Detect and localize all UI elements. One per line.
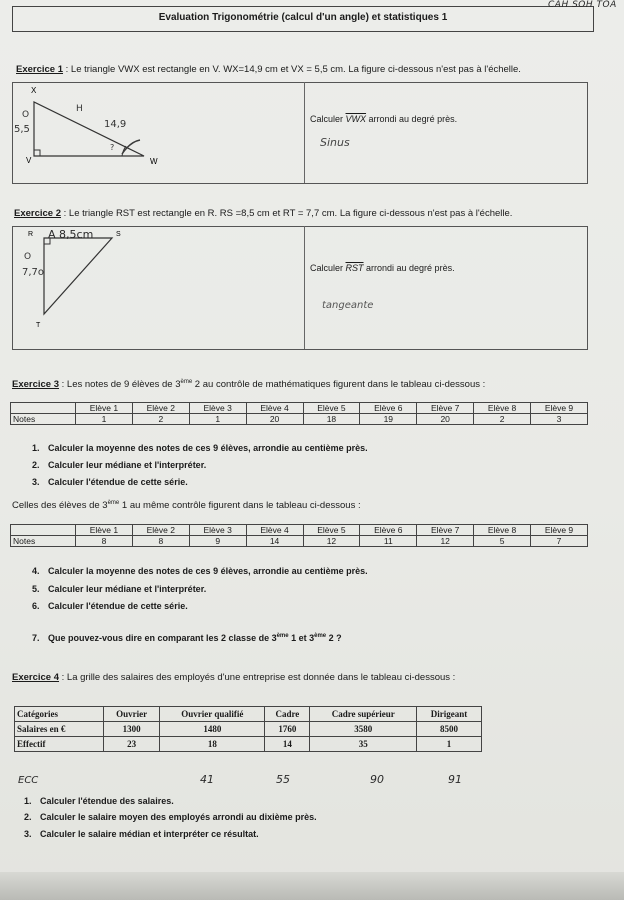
- ex1-divider: [304, 82, 305, 183]
- ex3-intro2-post: 1 au même contrôle figurent dans le tableau ci-dessous :: [119, 500, 361, 512]
- ex3-q7-sup2: ème: [314, 633, 327, 639]
- ex3-t2-h7: Elève 7: [417, 525, 474, 536]
- ex3-q1-text: Calculer la moyenne des notes de ces 9 élèves, arrondie au centième près.: [48, 443, 368, 453]
- ex4-hand-0: ECC: [18, 775, 39, 786]
- ex3-q4: [32, 566, 368, 576]
- ex2-triangle-figure: [14, 226, 174, 344]
- ex3-q1-num: 1.: [32, 443, 40, 453]
- ex1-task-post: arrondi au degré près.: [366, 114, 458, 124]
- ex3-t1-h1: Elève 1: [76, 403, 133, 414]
- ex4-salaires-row: [15, 722, 482, 737]
- ex1-note-side: 5,5: [14, 124, 30, 135]
- ex1-label-w: W: [150, 157, 158, 166]
- ex1-task-angle: $\overline{VWX}$: [345, 114, 367, 124]
- ex4-q2: [24, 812, 317, 822]
- ex3-table2-header-row: [11, 525, 588, 536]
- ex4-label: Exercice 4: [12, 672, 60, 683]
- ex1-task-pre: Calculer: [310, 114, 346, 124]
- ex3-q7-mid: 1 et 3: [288, 633, 315, 643]
- ex3-t2-h1: Elève 1: [76, 525, 133, 536]
- ex1-label-x: X: [31, 86, 37, 95]
- ex3-t2-n8: 5: [474, 536, 531, 547]
- ex1-note-o: O: [22, 110, 30, 120]
- ex3-t1-h8: Elève 8: [474, 403, 531, 414]
- ex1-text: : Le triangle VWX est rectangle en V. WX=14,9 cm et VX = 5,5 cm. La figure ci-dessous n'est pas à l'échelle.: [63, 64, 521, 75]
- ex4-salaire-4: 3580: [310, 722, 417, 737]
- ex3-table-class2: [10, 402, 588, 425]
- ex3-t2-h9: Elève 9: [531, 525, 588, 536]
- ex2-text: : Le triangle RST est rectangle en R. RS =8,5 cm et RT = 7,7 cm. La figure ci-dessous n'est pas à l'échelle.: [61, 208, 513, 219]
- ex3-t2-n1: 8: [76, 536, 133, 547]
- margin-note: CAH SOH TOA: [548, 0, 617, 10]
- ex3-t1-n2: 2: [132, 414, 189, 425]
- ex3-label: Exercice 3: [12, 379, 60, 391]
- ex3-q4-num: 4.: [32, 566, 40, 576]
- ex4-q3-num: 3.: [24, 829, 32, 839]
- ex4-salary-table: [14, 706, 482, 752]
- ex4-q1-num: 1.: [24, 796, 32, 806]
- ex3-t2-h4: Elève 4: [246, 525, 303, 536]
- ex3-t2-h8: Elève 8: [474, 525, 531, 536]
- ex3-q6: [32, 601, 188, 611]
- ex3-q5-num: 5.: [32, 584, 40, 594]
- ex4-h-cadre: Cadre: [265, 707, 310, 722]
- ex3-t1-h4: Elève 4: [246, 403, 303, 414]
- ex4-h-dirigeant: Dirigeant: [417, 707, 482, 722]
- ex4-hand-4: 91: [448, 773, 462, 786]
- ex3-t2-h3: Elève 3: [189, 525, 246, 536]
- ex1-note-q: ?: [110, 143, 115, 152]
- ex2-label-s: S: [116, 231, 121, 238]
- ex4-effectif-4: 35: [310, 737, 417, 752]
- ex1-task: [310, 114, 457, 124]
- ex4-header-row: [15, 707, 482, 722]
- ex3-q4-text: Calculer la moyenne des notes de ces 9 élèves, arrondie au centième près.: [48, 566, 368, 576]
- ex3-t1-h3: Elève 3: [189, 403, 246, 414]
- ex4-effectif-1: 23: [104, 737, 160, 752]
- ex3-t1-h5: Elève 5: [303, 403, 360, 414]
- ex3-t2-n9: 7: [531, 536, 588, 547]
- ex3-t1-n1: 1: [76, 414, 133, 425]
- ex2-answer-note: tangeante: [322, 300, 374, 311]
- ex3-q7-num: 7.: [32, 633, 40, 643]
- ex2-divider: [304, 226, 305, 349]
- ex4-q1-text: Calculer l'étendue des salaires.: [40, 796, 174, 806]
- ex1-label: Exercice 1: [16, 64, 64, 75]
- ex4-hand-2: 55: [276, 773, 290, 786]
- ex3-t1-n3: 1: [189, 414, 246, 425]
- ex4-h-cadre-superieur: Cadre supérieur: [310, 707, 417, 722]
- ex3-intro2: [12, 500, 361, 511]
- ex3-t1-n4: 20: [246, 414, 303, 425]
- ex1-note-h: H: [76, 104, 83, 114]
- ex4-salaire-2: 1480: [160, 722, 265, 737]
- ex2-task-pre: Calculer: [310, 263, 346, 273]
- ex3-t2-n2: 8: [132, 536, 189, 547]
- ex4-effectif-label: Effectif: [15, 737, 104, 752]
- title-box: [12, 6, 594, 32]
- ex4-q3: [24, 829, 259, 839]
- ex3-q1: [32, 443, 368, 453]
- ex2-note-o: O: [24, 252, 32, 262]
- ex3-q2: [32, 460, 206, 470]
- ex2-task: [310, 263, 455, 273]
- ex4-salaires-label: Salaires en €: [15, 722, 104, 737]
- ex3-t1-corner: [11, 403, 76, 414]
- ex3-text-post: 2 au contrôle de mathématiques figurent dans le tableau ci-dessous :: [192, 379, 486, 391]
- ex3-statement: [12, 379, 485, 390]
- ex1-label-v: V: [26, 156, 32, 165]
- ex1-answer-note: Sinus: [320, 136, 350, 149]
- ex4-salaire-1: 1300: [104, 722, 160, 737]
- ex2-note-len: A 8,5cm: [48, 228, 94, 241]
- ex3-t2-n3: 9: [189, 536, 246, 547]
- ex4-effectif-row: [15, 737, 482, 752]
- ex4-h-categories: Catégories: [15, 707, 104, 722]
- ex2-statement: [14, 208, 512, 219]
- page-title: Evaluation Trigonométrie (calcul d'un angle) et statistiques 1: [158, 12, 448, 23]
- ex3-q7: [32, 633, 342, 643]
- ex3-table1-header-row: [11, 403, 588, 414]
- ex4-salaire-5: 8500: [417, 722, 482, 737]
- ex1-note-hyp: 14,9: [104, 119, 127, 130]
- ex3-t1-n5: 18: [303, 414, 360, 425]
- ex3-t2-h6: Elève 6: [360, 525, 417, 536]
- ex3-t1-n8: 2: [474, 414, 531, 425]
- ex3-q5-text: Calculer leur médiane et l'interpréter.: [48, 584, 207, 594]
- ex3-t1-n6: 19: [360, 414, 417, 425]
- ex3-t2-corner: [11, 525, 76, 536]
- ex4-statement: [12, 672, 455, 683]
- ex4-salaire-3: 1760: [265, 722, 310, 737]
- ex4-effectif-5: 1: [417, 737, 482, 752]
- ex3-table2-notes-row: [11, 536, 588, 547]
- ex1-statement: [16, 64, 521, 75]
- ex2-task-angle: $\overline{RST}$: [345, 263, 364, 273]
- ex3-q3-text: Calculer l'étendue de cette série.: [48, 477, 188, 487]
- ex4-q3-text: Calculer le salaire médian et interpréter ce résultat.: [40, 829, 259, 839]
- ex4-effectif-2: 18: [160, 737, 265, 752]
- page-bottom-shadow: [0, 872, 624, 900]
- ex3-t1-row-label: Notes: [11, 414, 76, 425]
- ex3-t2-n7: 12: [417, 536, 474, 547]
- ex2-note-side: 7,7o: [22, 267, 45, 278]
- ex3-q6-num: 6.: [32, 601, 40, 611]
- ex3-sup: ème: [180, 379, 193, 385]
- ex3-t1-n7: 20: [417, 414, 474, 425]
- ex3-t1-h9: Elève 9: [531, 403, 588, 414]
- ex2-task-post: arrondi au degré près.: [363, 263, 455, 273]
- ex2-label: Exercice 2: [14, 208, 62, 219]
- ex3-t1-h6: Elève 6: [360, 403, 417, 414]
- ex3-t2-h2: Elève 2: [132, 525, 189, 536]
- ex4-effectif-3: 14: [265, 737, 310, 752]
- ex3-table-class1: [10, 524, 588, 547]
- ex3-t1-n9: 3: [531, 414, 588, 425]
- ex3-q3-num: 3.: [32, 477, 40, 487]
- ex3-intro2-pre: Celles des élèves de 3: [12, 500, 108, 512]
- ex3-q5: [32, 584, 206, 594]
- ex3-q2-text: Calculer leur médiane et l'interpréter.: [48, 460, 207, 470]
- ex3-t2-n6: 11: [360, 536, 417, 547]
- ex4-q2-text: Calculer le salaire moyen des employés arrondi au dixième près.: [40, 812, 317, 822]
- ex3-q2-num: 2.: [32, 460, 40, 470]
- ex3-table1-notes-row: [11, 414, 588, 425]
- ex3-t2-n4: 14: [246, 536, 303, 547]
- ex3-intro2-sup: ème: [107, 500, 120, 506]
- ex3-text-pre: : Les notes de 9 élèves de 3: [59, 379, 181, 391]
- ex3-q7-pre: Que pouvez-vous dire en comparant les 2 classe de 3: [48, 633, 277, 643]
- ex3-t1-h7: Elève 7: [417, 403, 474, 414]
- ex3-t2-n5: 12: [303, 536, 360, 547]
- ex1-triangle-figure: [14, 84, 184, 178]
- ex4-q2-num: 2.: [24, 812, 32, 822]
- ex3-q6-text: Calculer l'étendue de cette série.: [48, 601, 188, 611]
- ex3-t2-h5: Elève 5: [303, 525, 360, 536]
- ex4-q1: [24, 796, 174, 806]
- ex4-text: : La grille des salaires des employés d'une entreprise est donnée dans le tableau ci-dessous :: [59, 672, 456, 683]
- ex3-q3: [32, 477, 188, 487]
- ex3-q7-post: 2 ?: [326, 633, 342, 643]
- ex3-t2-row-label: Notes: [11, 536, 76, 547]
- ex4-hand-3: 90: [370, 773, 384, 786]
- ex3-t1-h2: Elève 2: [132, 403, 189, 414]
- ex4-h-ouvrier-qualifie: Ouvrier qualifié: [160, 707, 265, 722]
- ex3-q7-sup1: ème: [276, 633, 289, 639]
- ex2-label-r: R: [28, 231, 34, 238]
- ex4-hand-1: 41: [200, 773, 214, 786]
- ex2-triangle: [44, 238, 112, 314]
- ex4-h-ouvrier: Ouvrier: [104, 707, 160, 722]
- ex1-right-angle: [34, 150, 40, 156]
- ex2-label-t: T: [36, 322, 41, 329]
